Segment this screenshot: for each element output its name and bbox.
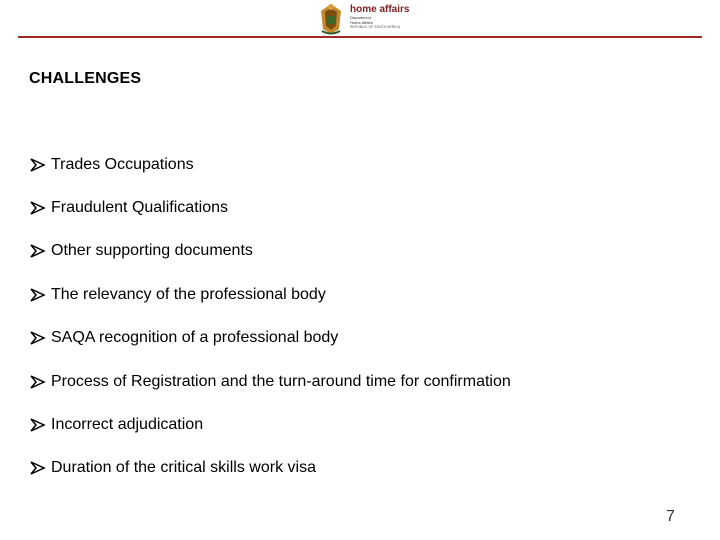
department-logo (316, 2, 426, 36)
logo-country-text: REPUBLIC OF SOUTH AFRICA (350, 25, 401, 29)
header-divider (18, 36, 702, 38)
bullet-text: Trades Occupations (51, 155, 194, 173)
bullet-list (29, 143, 511, 490)
logo-line-2: Home Affairs (350, 20, 373, 25)
arrow-bullet-icon (29, 201, 47, 215)
arrow-bullet-icon (29, 461, 47, 475)
arrow-bullet-icon (29, 158, 47, 172)
bullet-item (29, 273, 511, 316)
arrow-bullet-icon (29, 375, 47, 389)
slide-title: CHALLENGES (29, 70, 142, 87)
bullet-item (29, 143, 511, 186)
page-number: 7 (666, 508, 675, 525)
bullet-item (29, 230, 511, 273)
bullet-item (29, 186, 511, 229)
bullet-item (29, 403, 511, 446)
bullet-text: SAQA recognition of a professional body (51, 329, 339, 347)
arrow-bullet-icon (29, 244, 47, 258)
bullet-item (29, 317, 511, 360)
logo-brand-text: home affairs (350, 4, 410, 15)
bullet-text: Duration of the critical skills work visa (51, 459, 316, 477)
arrow-bullet-icon (29, 288, 47, 302)
arrow-bullet-icon (29, 331, 47, 345)
bullet-item (29, 360, 511, 403)
bullet-item (29, 447, 511, 490)
bullet-text: Fraudulent Qualifications (51, 199, 228, 217)
coat-of-arms-icon (316, 2, 346, 36)
arrow-bullet-icon (29, 418, 47, 432)
logo-line-1: Department (350, 15, 371, 20)
bullet-text: Other supporting documents (51, 242, 253, 260)
bullet-text: Process of Registration and the turn-around time for confirmation (51, 372, 511, 390)
bullet-text: The relevancy of the professional body (51, 285, 326, 303)
bullet-text: Incorrect adjudication (51, 416, 204, 434)
